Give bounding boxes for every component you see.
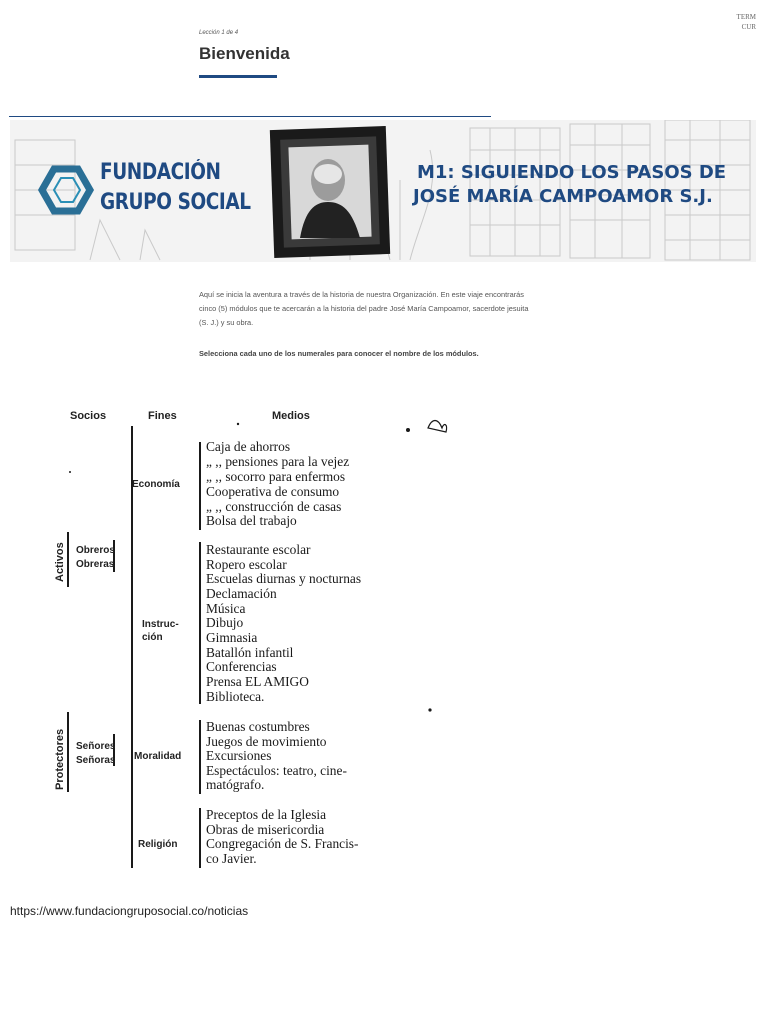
doc-item: Dibujo: [206, 615, 244, 630]
doc-protectores-label: Protectores: [54, 728, 66, 790]
doc-item: Ropero escolar: [206, 557, 287, 572]
progress-line: [9, 116, 491, 117]
doc-item: Biblioteca.: [206, 689, 265, 704]
doc-senoras: Señoras: [76, 755, 116, 766]
hand-doodle-icon: [428, 421, 447, 433]
doc-item: Declamación: [206, 586, 277, 601]
doc-item: matógrafo.: [206, 777, 265, 792]
doc-item: Música: [206, 601, 246, 616]
top-right-line1[interactable]: TERM: [736, 13, 756, 21]
logo-line1: FUNDACIÓN: [100, 160, 221, 185]
doc-item: Bolsa del trabajo: [206, 513, 297, 528]
doc-fin-instruccion: Instruc- ción: [142, 619, 179, 643]
doc-item: Conferencias: [206, 659, 277, 674]
doc-item: „ ,, pensiones para la vejez: [206, 454, 350, 469]
title-underline: [199, 75, 277, 78]
doc-header-socios: Socios: [70, 410, 107, 422]
banner-title-line1: M1: SIGUIENDO LOS PASOS DE: [417, 162, 727, 183]
lesson-header: [199, 30, 679, 78]
module-banner: [10, 120, 756, 262]
doc-item: Escuelas diurnas y nocturnas: [206, 571, 362, 586]
intro-line1: Aquí se inicia la aventura a través de la historia de nuestra Organización. En este viaje encontrarás: [199, 290, 524, 299]
source-url[interactable]: https://www.fundaciongruposocial.co/noticias: [10, 904, 249, 918]
doc-fin-moralidad: Moralidad: [134, 751, 182, 762]
doc-header-fines: Fines: [148, 410, 177, 422]
doc-item: co Javier.: [206, 851, 257, 866]
doc-item: Prensa EL AMIGO: [206, 674, 309, 689]
doc-item: Congregación de S. Francis-: [206, 836, 359, 851]
page-title: Bienvenida: [199, 44, 290, 63]
doc-activos-label: Activos: [54, 542, 66, 582]
top-right-menu[interactable]: [737, 12, 756, 32]
top-right-line2[interactable]: CUR: [741, 23, 756, 31]
intro-line2: cinco (5) módulos que te acercarán a la historia del padre José María Campoamor, sacerdote jesuita: [199, 304, 529, 313]
doc-fin-economia: Economía: [132, 479, 180, 490]
doc-senores: Señores: [76, 741, 116, 752]
doc-item: Excursiones: [206, 748, 272, 763]
banner-title-line2: JOSÉ MARÍA CAMPOAMOR S.J.: [413, 186, 713, 207]
doc-obreras: Obreras: [76, 559, 115, 570]
doc-item: Buenas costumbres: [206, 719, 310, 734]
doc-fin-religion: Religión: [138, 839, 178, 850]
doc-item: Obras de misericordia: [206, 822, 325, 837]
doc-header-medios: Medios: [272, 410, 310, 422]
doc-item: Cooperativa de consumo: [206, 484, 340, 499]
logo-line2: GRUPO SOCIAL: [100, 190, 251, 215]
doc-item: Preceptos de la Iglesia: [206, 807, 327, 822]
doc-item: Caja de ahorros: [206, 439, 291, 454]
portrait-frame: [270, 126, 390, 258]
doc-item: Batallón infantil: [206, 645, 294, 660]
doc-obreros: Obreros: [76, 545, 115, 556]
instruction-text: Selecciona cada uno de los numerales para conocer el nombre de los módulos.: [199, 349, 479, 358]
doc-item: Restaurante escolar: [206, 542, 311, 557]
historical-document-image: [40, 402, 460, 872]
lesson-counter: Lección 1 de 4: [199, 30, 239, 36]
doc-item: Espectáculos: teatro, cine-: [206, 763, 347, 778]
doc-item: Juegos de movimiento: [206, 734, 327, 749]
intro-paragraph: [199, 288, 599, 330]
intro-line3: (S. J.) y su obra.: [199, 318, 254, 327]
doc-item: „ ,, socorro para enfermos: [206, 469, 346, 484]
doc-item: „ ,, construcción de casas: [206, 499, 342, 514]
doc-item: Gimnasia: [206, 630, 258, 645]
